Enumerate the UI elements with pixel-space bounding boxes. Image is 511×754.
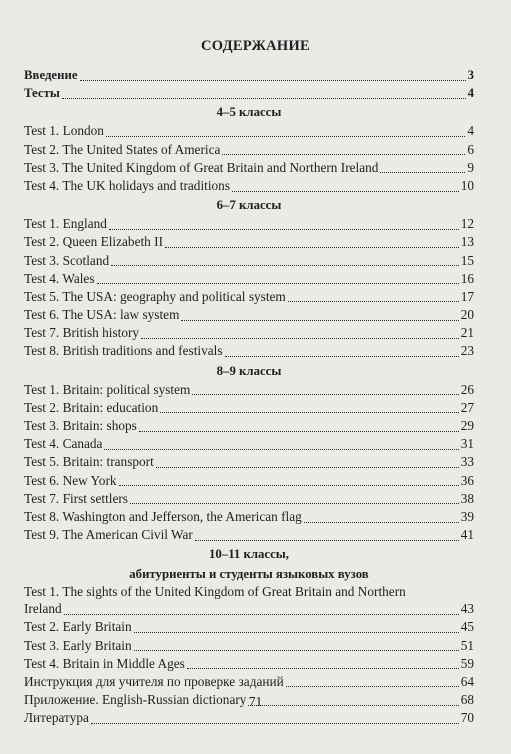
dot-leader [165, 243, 459, 248]
toc-entry [24, 141, 474, 159]
entry-page: 13 [460, 234, 474, 250]
toc-entry [24, 233, 474, 251]
toc-entry-introduction [24, 66, 474, 84]
dot-leader [134, 628, 459, 633]
entry-page: 26 [460, 381, 474, 397]
dot-leader [130, 499, 459, 504]
entry-title: Test 1. London [24, 123, 104, 139]
entry-title: Test 6. New York [24, 472, 117, 488]
entry-title: Test 7. British history [24, 325, 140, 341]
dot-leader [139, 427, 459, 432]
entry-page: 29 [460, 418, 474, 433]
entry-title: Test 5. Britain: transport [24, 454, 154, 470]
entry-page: 12 [460, 216, 474, 232]
entry-title: Введение [24, 68, 78, 82]
entry-page: 68 [460, 692, 474, 708]
toc-entry [24, 453, 474, 471]
toc-entry [24, 399, 474, 417]
entry-page: 39 [460, 508, 474, 524]
entry-page: 31 [460, 436, 474, 452]
entry-title: Test 3. Early Britain [24, 637, 132, 653]
toc-entry-tests [24, 84, 474, 102]
dot-leader [91, 719, 459, 724]
dot-leader [380, 168, 465, 173]
toc-entry [24, 270, 474, 288]
dot-leader [106, 132, 465, 137]
entry-page: 6 [467, 141, 474, 157]
entry-title: Test 2. Early Britain [24, 619, 132, 635]
entry-title-line2: Ireland [24, 601, 62, 617]
entry-page: 38 [460, 490, 474, 506]
dot-leader [104, 445, 458, 450]
entry-title: Test 6. The USA: law system [24, 307, 180, 323]
entry-title: Test 2. Britain: education [24, 399, 159, 415]
toc-entry [24, 288, 474, 306]
entry-title: Литература [24, 710, 89, 726]
entry-page: 70 [460, 710, 474, 726]
entry-title: Test 8. British traditions and festivals [24, 343, 223, 359]
dot-leader [141, 334, 459, 339]
dot-leader [225, 352, 459, 357]
entry-page: 64 [460, 673, 474, 689]
dot-leader [232, 187, 459, 192]
entry-page: 17 [460, 288, 474, 304]
toc-entry [24, 655, 474, 673]
entry-title: Test 4. Britain in Middle Ages [24, 655, 185, 671]
toc-entry [24, 215, 474, 233]
entry-title: Test 4. Wales [24, 270, 95, 286]
toc-entry [24, 342, 474, 360]
dot-leader [304, 518, 459, 523]
toc-entry [24, 381, 474, 399]
entry-title: Инструкция для учителя по проверке заданий [24, 673, 284, 689]
entry-title: Test 8. Washington and Jefferson, the American flag [24, 508, 302, 524]
entry-page: 33 [460, 454, 474, 470]
toc-entry [24, 435, 474, 453]
toc-entry [24, 618, 474, 636]
toc-entry [24, 177, 474, 195]
entry-page: 20 [460, 307, 474, 323]
entry-page: 10 [460, 177, 474, 193]
dot-leader [109, 225, 459, 230]
page-title: СОДЕРЖАНИЕ [200, 38, 311, 54]
entry-title: Test 2. The United States of America [24, 141, 221, 157]
entry-page: 16 [460, 270, 474, 286]
entry-title: Test 9. The American Civil War [24, 527, 193, 543]
dot-leader [97, 279, 459, 284]
dot-leader [192, 390, 458, 395]
entry-page: 36 [460, 472, 474, 488]
entry-title: Тесты [24, 86, 60, 101]
entry-title: Test 1. Britain: political system [24, 381, 191, 397]
dot-leader [187, 664, 459, 669]
entry-title: Test 2. Queen Elizabeth II [24, 234, 164, 250]
entry-page: 27 [460, 399, 474, 415]
entry-title-line1: Test 1. The sights of the United Kingdom of Great Britain and Northern [24, 584, 406, 600]
dot-leader [160, 408, 458, 413]
toc-entry [24, 159, 474, 177]
entry-page: 21 [460, 325, 474, 341]
entry-title: Test 3. Scotland [24, 252, 110, 268]
toc-entry-wrapped [24, 584, 474, 618]
entry-title: Test 4. Canada [24, 436, 103, 452]
entry-page: 59 [460, 655, 474, 671]
toc-entry [24, 417, 474, 435]
toc-entry [24, 252, 474, 270]
toc-entry-teacher-instructions [24, 673, 474, 691]
toc-entry [24, 508, 474, 526]
section-heading: 8–9 классы [216, 363, 282, 378]
entry-page: 3 [467, 68, 474, 82]
dot-leader [156, 463, 459, 468]
dot-leader [195, 536, 459, 541]
entry-title: Test 4. The UK holidays and traditions [24, 177, 231, 193]
dot-leader [134, 646, 459, 651]
dot-leader [286, 682, 459, 687]
section-subheading: абитуриенты и студенты языковых вузов [129, 567, 369, 582]
entry-page: 9 [467, 159, 474, 175]
entry-page: 4 [467, 86, 474, 101]
entry-title-line2-row [24, 600, 474, 618]
entry-page: 41 [460, 527, 474, 543]
toc-entry [24, 472, 474, 490]
section-heading: 10–11 классы, [209, 547, 289, 562]
entry-page: 51 [460, 637, 474, 653]
section-heading: 6–7 классы [216, 198, 282, 213]
entry-title: Test 7. First settlers [24, 490, 128, 506]
entry-title: Test 5. The USA: geography and political system [24, 288, 286, 304]
toc-entry [24, 324, 474, 342]
dot-leader [222, 150, 465, 155]
entry-page: 45 [460, 619, 474, 635]
entry-page: 15 [460, 252, 474, 268]
dot-leader [119, 481, 459, 486]
entry-page: 43 [460, 601, 474, 617]
entry-title: Test 3. Britain: shops [24, 418, 137, 433]
dot-leader [288, 297, 459, 302]
entry-title: Test 1. England [24, 216, 107, 232]
dot-leader [64, 610, 459, 615]
toc-entry [24, 122, 474, 140]
dot-leader [62, 94, 466, 99]
entry-page: 23 [460, 343, 474, 359]
toc-entry [24, 490, 474, 508]
entry-title: Test 3. The United Kingdom of Great Britain and Northern Ireland [24, 159, 379, 175]
entry-page: 4 [467, 123, 474, 139]
toc-entry [24, 526, 474, 544]
dot-leader [111, 261, 459, 266]
toc-list [24, 66, 474, 727]
dot-leader [80, 76, 466, 81]
toc-entry-literature [24, 709, 474, 727]
page-number: 71 [248, 694, 263, 709]
toc-entry [24, 306, 474, 324]
toc-entry [24, 637, 474, 655]
section-heading: 4–5 классы [216, 105, 282, 120]
entry-title: Приложение. English-Russian dictionary [24, 692, 247, 708]
dot-leader [181, 316, 458, 321]
